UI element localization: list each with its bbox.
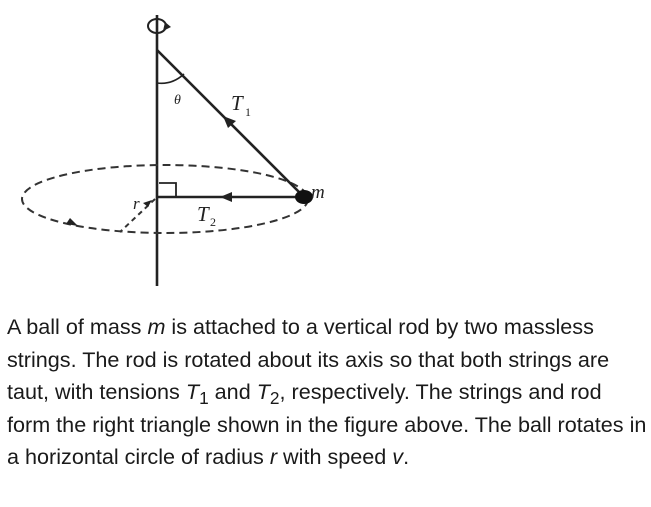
problem-text-1: A ball of mass — [7, 314, 148, 339]
problem-text-3: and — [208, 379, 257, 404]
t1-subscript: 1 — [245, 105, 251, 119]
radius-arrow — [143, 200, 152, 207]
speed-symbol: v — [392, 444, 404, 469]
problem-text-2: is attached to a vertical rod by two massless strings. The rod is rotated about its axis so that both strings are taut, with tensions — [7, 314, 610, 404]
theta-arc — [157, 74, 184, 83]
right-angle-marker — [159, 183, 176, 197]
t2-arrow — [220, 192, 232, 202]
t2-symbol-subscript: 2 — [269, 388, 280, 409]
problem-text-4: , respectively. The strings and rod form the right triangle shown in the figure above. The ball rotates in a horizontal circle of radius — [7, 379, 647, 469]
problem-text-5: with speed — [277, 444, 393, 469]
t2-subscript: 2 — [210, 215, 216, 229]
t2-symbol: T — [256, 379, 270, 404]
mass-label: m — [311, 182, 325, 203]
radius-label: r — [133, 194, 140, 213]
rotation-icon — [148, 19, 171, 33]
t2-label: T — [197, 202, 209, 226]
theta-label: θ — [174, 93, 181, 108]
problem-statement — [7, 311, 649, 474]
t1-symbol: T — [185, 379, 200, 404]
circular-path — [22, 165, 308, 233]
mass-symbol: m — [147, 314, 166, 339]
problem-text-6: . — [403, 444, 410, 469]
t1-symbol-subscript: 1 — [199, 388, 209, 409]
t1-label: T — [231, 91, 243, 115]
radius-symbol: r — [269, 444, 278, 469]
